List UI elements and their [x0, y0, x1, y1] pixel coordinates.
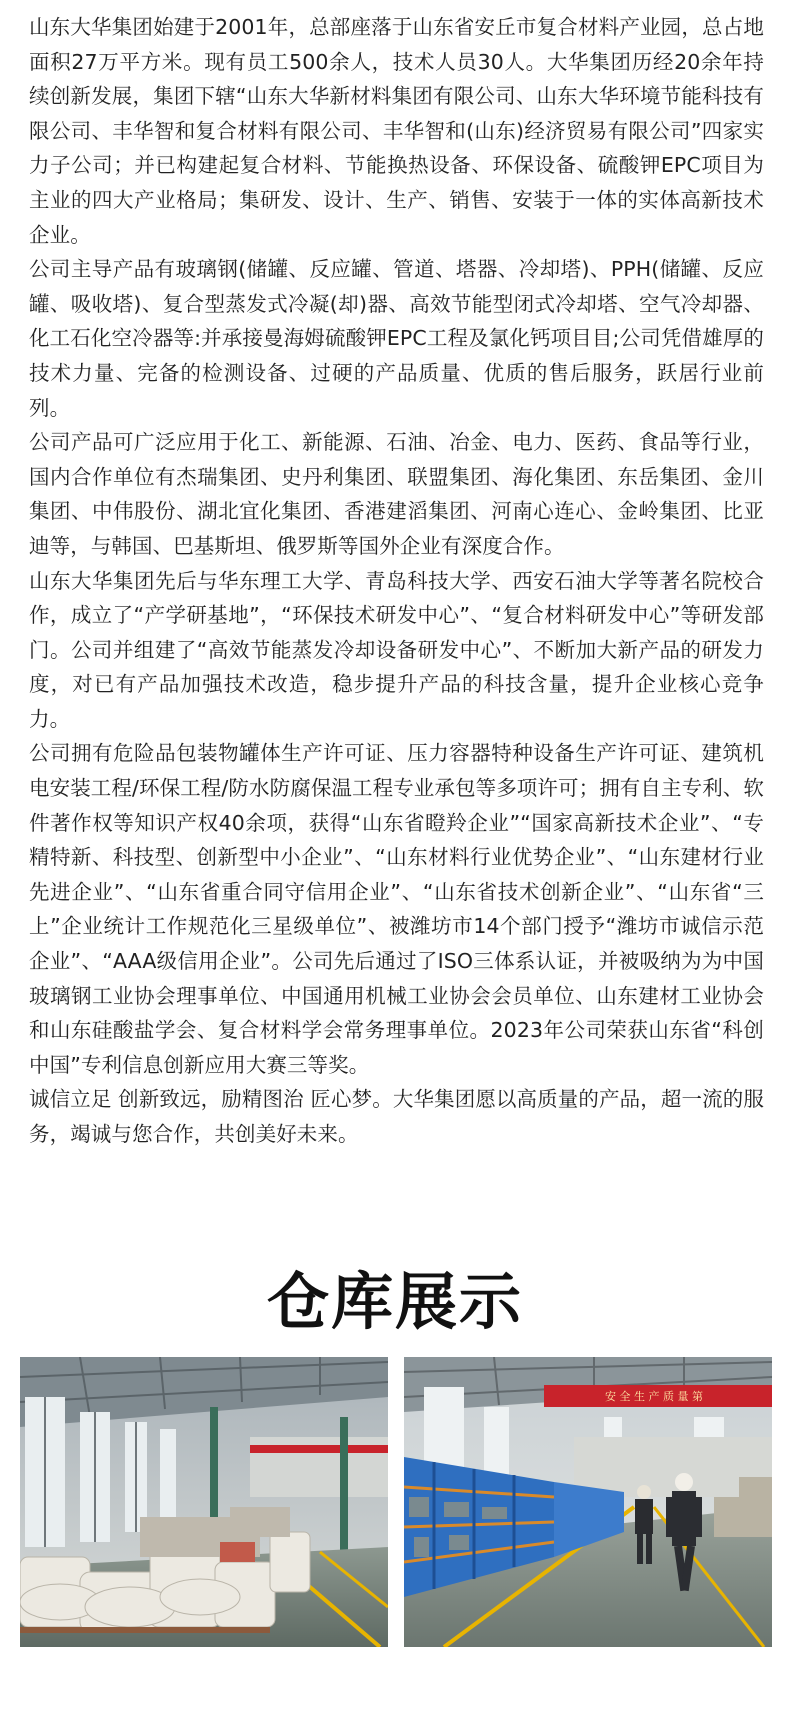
- intro-paragraph-2: 公司主导产品有玻璃钢(储罐、反应罐、管道、塔器、冷却塔)、PPH(储罐、反应罐、吸收塔)、复合型蒸发式冷凝(却)器、高效节能型闭式冷却塔、空气冷却器、化工石化空冷器等:并承接曼海姆硫酸钾EPC工程及氯化钙项目目;公司凭借雄厚的技术力量、完备的检测设备、过硬的产品质量、优质的售后服务，跃居行业前列。: [29, 257, 764, 420]
- intro-paragraph-4: 山东大华集团先后与华东理工大学、青岛科技大学、西安石油大学等著名院校合作，成立了“产学研基地”，“环保技术研发中心”、“复合材料研发中心”等研发部门。公司并组建了“高效节能蒸发冷却设备研发中心”、不断加大新产品的研发力度，对已有产品加强技术改造，稳步提升产品的科技含量，提升企业核心竞争力。: [29, 568, 764, 731]
- company-intro: [29, 10, 764, 1152]
- warehouse-section-title: 仓库展示: [266, 1265, 523, 1338]
- banner-text: 安 全 生 产 质 量 第: [605, 1390, 703, 1403]
- warehouse-photo-shelving: [404, 1357, 772, 1647]
- intro-paragraph-6: 诚信立足 创新致远，励精图治 匠心梦。大华集团愿以高质量的产品，超一流的服务，竭诚与您合作，共创美好未来。: [29, 1087, 764, 1146]
- warehouse-photos: [20, 1357, 772, 1647]
- warehouse-photo-materials: [20, 1357, 388, 1647]
- intro-paragraph-3: 公司产品可广泛应用于化工、新能源、石油、冶金、电力、医药、食品等行业，国内合作单位有杰瑞集团、史丹利集团、联盟集团、海化集团、东岳集团、金川集团、中伟股份、湖北宜化集团、香港建滔集团、河南心连心、金岭集团、比亚迪等，与韩国、巴基斯坦、俄罗斯等国外企业有深度合作。: [29, 430, 764, 558]
- intro-paragraph-5: 公司拥有危险品包装物罐体生产许可证、压力容器特种设备生产许可证、建筑机电安装工程/环保工程/防水防腐保温工程专业承包等多项许可；拥有自主专利、软件著作权等知识产权40余项，获得“山东省瞪羚企业”“国家高新技术企业”、“专精特新、科技型、创新型中小企业”、“山东材料行业优势企业”、“山东建材行业先进企业”、“山东省重合同守信用企业”、“山东省技术创新企业”、“山东省“三上”企业统计工作规范化三星级单位”、被潍坊市14个部门授予“潍坊市诚信示范企业”、“AAA级信用企业”。公司先后通过了ISO三体系认证，并被吸纳为为中国玻璃钢工业协会理事单位、中国通用机械工业协会会员单位、山东建材工业协会和山东硅酸盐学会、复合材料学会常务理事单位。2023年公司荣获山东省“科创中国”专利信息创新应用大赛三等奖。: [29, 741, 765, 1077]
- intro-paragraph-1: 山东大华集团始建于2001年，总部座落于山东省安丘市复合材料产业园，总占地面积27万平方米。现有员工500余人，技术人员30人。大华集团历经20余年持续创新发展，集团下辖“山东大华新材料集团有限公司、山东大华环境节能科技有限公司、丰华智和复合材料有限公司、丰华智和(山东)经济贸易有限公司”四家实力子公司；并已构建起复合材料、节能换热设备、环保设备、硫酸钾EPC项目为主业的四大产业格局；集研发、设计、生产、销售、安装于一体的实体高新技术企业。: [29, 15, 764, 247]
